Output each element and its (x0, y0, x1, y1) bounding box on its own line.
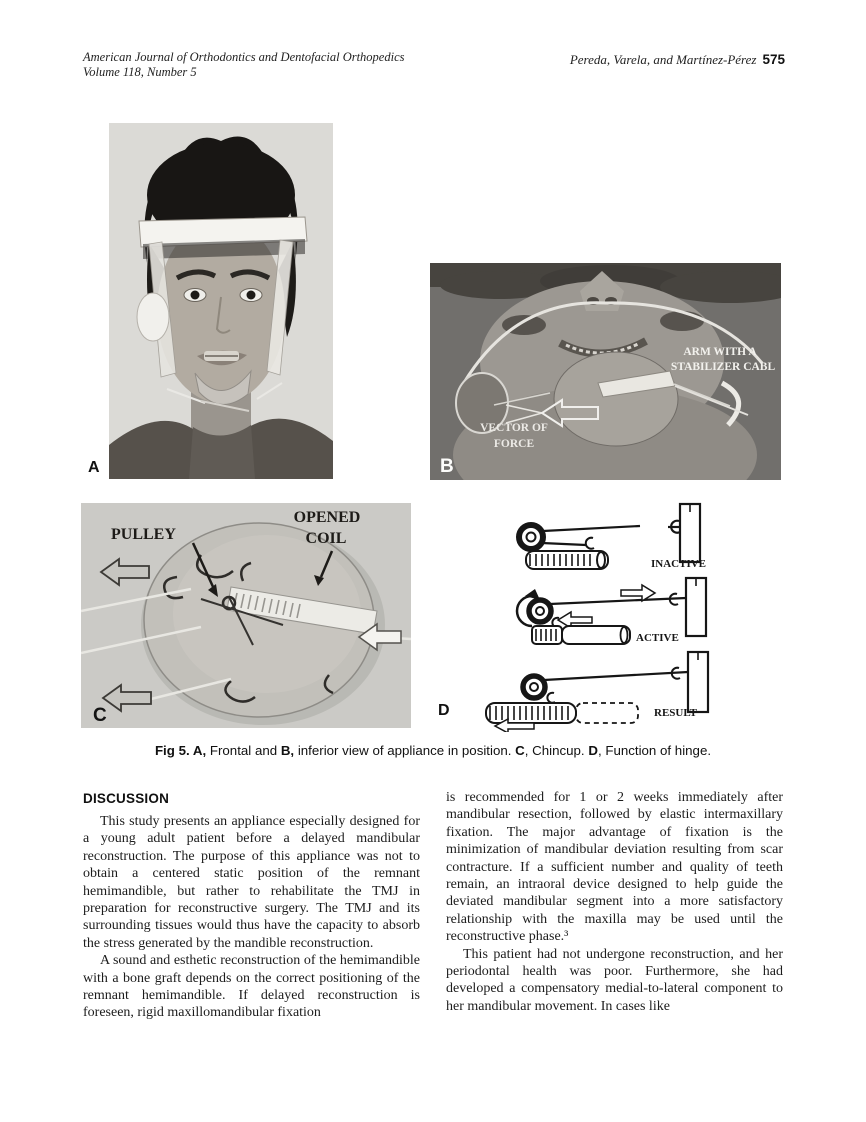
panel-d-letter: D (438, 702, 450, 719)
acrylic-chincup (144, 523, 377, 717)
caption-text: , Chincup. (524, 743, 589, 758)
running-head-right (570, 52, 785, 68)
pulley-label: PULLEY (111, 526, 176, 543)
result-label: RESULT (654, 707, 698, 719)
panel-a-letter: A (88, 459, 100, 476)
caption-fig-number: Fig 5. A, (154, 743, 207, 758)
caption-panel-b-ref: B, (280, 743, 295, 758)
paragraph: is recommended for 1 or 2 weeks immediately after mandibular resection, followed by elastic intermaxillary fixation. The major advantage of fixation is the minimization of mandibular deviation resulting from scar contracture. If a sufficient number and quality of teeth remain, an intraoral device designed to help guide the deviated mandibular segment into a more satisfactory relationship with the maxilla may be used until the reconstructive phase.³ (446, 790, 783, 945)
running-head-left (83, 50, 405, 79)
caption-text: Frontal and (206, 743, 281, 758)
inactive-label: INACTIVE (651, 558, 707, 570)
panel-d-diagram (458, 500, 792, 732)
arm-label-line2: STABILIZER CABL (670, 361, 776, 373)
panel-a-photo (109, 123, 333, 479)
text-column-left (83, 813, 420, 1022)
figure-caption (0, 743, 866, 758)
vector-label-line2: FORCE (493, 438, 535, 450)
panel-b-letter: B (440, 456, 454, 477)
vector-label-line1: VECTOR OF (480, 422, 548, 434)
paragraph: A sound and esthetic reconstruction of the hemimandible with a bone graft depends on the correct positioning of the remnant hemimandible. If delayed reconstruction is foreseen, rigid maxillomandibular fixation (83, 953, 420, 1021)
arm-label-line1: ARM WITH A (683, 346, 757, 358)
page-number: 575 (762, 52, 785, 67)
opened-coil-label-line1: OPENED (293, 509, 361, 526)
journal-volume: Volume 118, Number 5 (83, 64, 197, 79)
text-column-right (446, 789, 783, 1015)
caption-panel-d-ref: D (588, 743, 598, 758)
panel-c-letter: C (93, 705, 107, 726)
paragraph: This patient had not undergone reconstruction, and her periodontal health was poor. Furthermore, she had developed a compensatory medial-to-lateral component to her mandibular movement. In cases like (446, 946, 783, 1014)
caption-text: inferior view of appliance in position. (294, 743, 516, 758)
running-authors: Pereda, Varela, and Martínez-Pérez (569, 52, 757, 67)
caption-panel-c-ref: C (515, 743, 525, 758)
diagram-background (458, 500, 792, 732)
section-heading-discussion: DISCUSSION (83, 791, 170, 806)
panel-b-photo (430, 263, 781, 480)
active-label: ACTIVE (636, 632, 679, 644)
paragraph: This study presents an appliance especially designed for a young adult patient before a delayed mandibular reconstruction. The purpose of this appliance was not to obtain a centered static position of the remnant hemimandible, but rather to rehabilitate the TMJ in preparation for reconstructive surgery. The TMJ and its surrounding tissues would thus have the capacity to absorb the stress generated by the mandible reconstruction. (83, 814, 420, 951)
journal-title: American Journal of Orthodontics and Dentofacial Orthopedics (83, 50, 405, 64)
caption-text: , Function of hinge. (597, 743, 712, 758)
opened-coil-label-line2: COIL (305, 530, 347, 547)
panel-c-photo (81, 503, 411, 728)
